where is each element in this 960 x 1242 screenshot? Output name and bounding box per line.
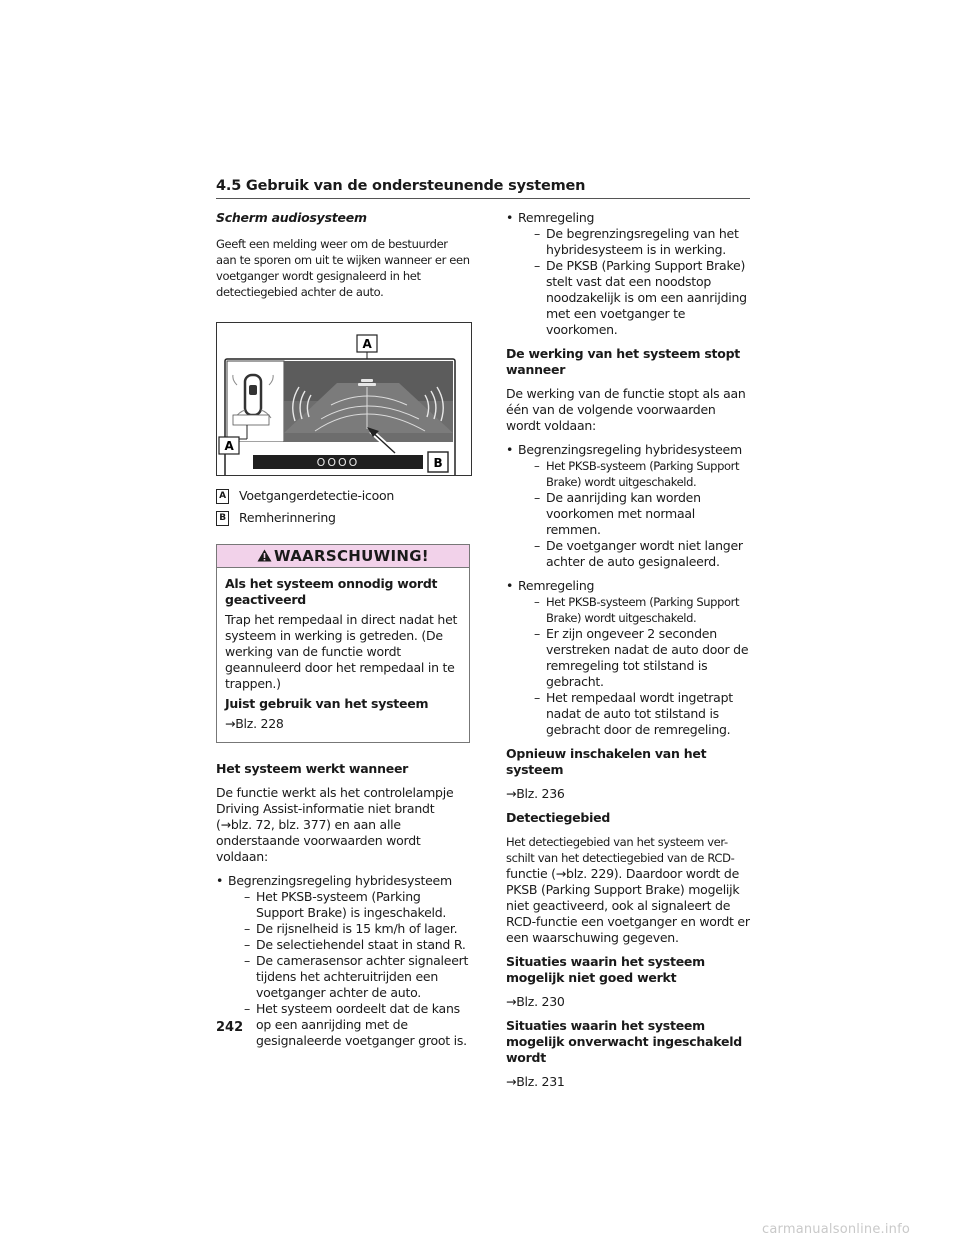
reenable-heading: Opnieuw inschakelen van het systeem (506, 746, 707, 777)
reenable-ref[interactable]: →Blz. 236 (506, 786, 565, 801)
stop-sublist-1 (518, 458, 752, 570)
list-item: – De aanrijding kan worden voorkomen met normaal remmen. (518, 490, 752, 538)
warning-triangle-icon (257, 549, 272, 562)
stop-sublist-2 (518, 594, 752, 738)
audio-screen-intro: Geeft een melding weer om de bestuurder aan te sporen om uit te wijken wanneer er een voetganger wordt gesignaleerd in het detectiegebied achter de auto. (216, 237, 470, 299)
list-item: – Het PKSB-systeem (Parking Support Brake) is ingeschakeld. (228, 889, 470, 921)
list-item: – De camerasensor achter signaleert tijdens het achteruitrijden een voetganger achter de auto. (228, 953, 470, 1001)
legend-badge-b: B (216, 511, 229, 526)
works-intro: De functie werkt als het controlelampje Driving Assist-informatie niet brandt (→blz. 72, blz. 377) en aan alle onderstaande voorwaarden wordt voldaan: (216, 785, 454, 864)
pedestrian-detection-small-icon (233, 415, 269, 425)
stop-bullet-2-label: Remregeling (518, 578, 595, 593)
warning-box (216, 544, 470, 743)
list-item (506, 210, 752, 338)
warning-body (217, 568, 469, 732)
label-a-top-text: A (362, 337, 372, 351)
legend-badge-a: A (216, 489, 229, 504)
stop-list-1 (506, 442, 752, 570)
list-item: – Het PKSB-systeem (Parking Support Brake) wordt uitgeschakeld. (518, 594, 752, 626)
situations-2-heading: Situaties waarin het systeem mogelijk onverwacht ingeschakeld wordt (506, 1018, 742, 1065)
situations-1-heading: Situaties waarin het systeem mogelijk niet goed werkt (506, 954, 705, 985)
legend-item-b (216, 510, 470, 526)
list-item: – Het systeem oordeelt dat de kans op een aanrijding met de gesignaleerde voetganger groot is. (228, 1001, 470, 1049)
warning-heading-2: Juist gebruik van het systeem (225, 696, 429, 711)
situations-2-ref[interactable]: →Blz. 231 (506, 1074, 565, 1089)
list-item: – Het PKSB-systeem (Parking Support Brake) wordt uitgeschakeld. (518, 458, 752, 490)
section-title: 4.5 Gebruik van de ondersteunende systemen (216, 178, 586, 194)
detect-heading: Detectiegebied (506, 810, 611, 825)
watermark: carmanualsonline.info (762, 1222, 911, 1237)
label-a-bottom-text: A (224, 439, 234, 453)
list-item (506, 442, 752, 570)
legend-text-a: Voetgangerdetectie-icoon (239, 488, 395, 503)
page-number: 242 (216, 1020, 244, 1035)
list-item: – De rijsnelheid is 15 km/h of lager. (228, 921, 470, 937)
audio-screen-illustration (217, 323, 471, 475)
stop-list-2 (506, 578, 752, 738)
warning-link-ref[interactable]: →Blz. 228 (225, 716, 284, 731)
warning-text-1: Trap het rempedaal in direct nadat het systeem in werking is getreden. (De werking van de functie wordt geannuleerd door het rempedaal in te trappen.) (225, 612, 458, 691)
list-item (506, 578, 752, 738)
works-list (216, 873, 470, 1049)
list-item: – De PKSB (Parking Support Brake) stelt vast dat een noodstop noodzakelijk is om een aanrijding met een voetganger te voorkomen. (518, 258, 752, 338)
list-item: – Het rempedaal wordt ingetrapt nadat de auto tot stilstand is gebracht door de remregeling. (518, 690, 752, 738)
page-header (216, 178, 750, 199)
right-column (506, 210, 752, 1098)
works-bullet-label: Begrenzingsregeling hybridesysteem (228, 873, 452, 888)
warning-heading-1: Als het systeem onnodig wordt geactiveerd (225, 576, 438, 607)
header-rule (216, 198, 750, 199)
legend-text-b: Remherinnering (239, 510, 336, 525)
situations-1-ref[interactable]: →Blz. 230 (506, 994, 565, 1009)
left-column (216, 210, 470, 1057)
warning-header (217, 545, 469, 568)
list-item: – De begrenzingsregeling van het hybridesysteem is in werking. (518, 226, 752, 258)
list-item (216, 873, 470, 1049)
rem-list (506, 210, 752, 338)
stop-bullet-1-label: Begrenzingsregeling hybridesysteem (518, 442, 742, 457)
audio-screen-diagram (216, 322, 472, 476)
list-item: – Er zijn ongeveer 2 seconden verstreken nadat de auto door de remregeling tot stilstand is gebracht. (518, 626, 752, 690)
stop-heading: De werking van het systeem stopt wanneer (506, 346, 740, 377)
stop-intro: De werking van de functie stopt als aan één van de volgende voorwaarden wordt voldaan: (506, 386, 746, 433)
works-sublist (228, 889, 470, 1049)
audio-screen-heading: Scherm audiosysteem (216, 210, 367, 225)
detect-text-b: functie (→blz. 229). Daardoor wordt de PKSB (Parking Support Brake) mogelijk niet geactiveerd, ook al signaleert de RCD-functie een voetganger en wordt er een waarschuwing gegeven. (506, 866, 750, 945)
works-heading: Het systeem werkt wanneer (216, 761, 409, 776)
warning-title: WAARSCHUWING! (274, 547, 429, 565)
list-item: – De selectiehendel staat in stand R. (228, 937, 470, 953)
rem-bullet-label: Remregeling (518, 210, 595, 225)
detect-text-a: Het detectiegebied van het systeem ver-schilt van het detectiegebied van de RCD- (506, 835, 735, 865)
rem-sublist (518, 226, 752, 338)
list-item: – De voetganger wordt niet langer achter de auto gesignaleerd. (518, 538, 752, 570)
brake-reminder-text: OOOO (316, 456, 360, 469)
label-b-text: B (433, 456, 443, 470)
legend-item-a (216, 488, 470, 504)
detect-text (506, 834, 752, 946)
